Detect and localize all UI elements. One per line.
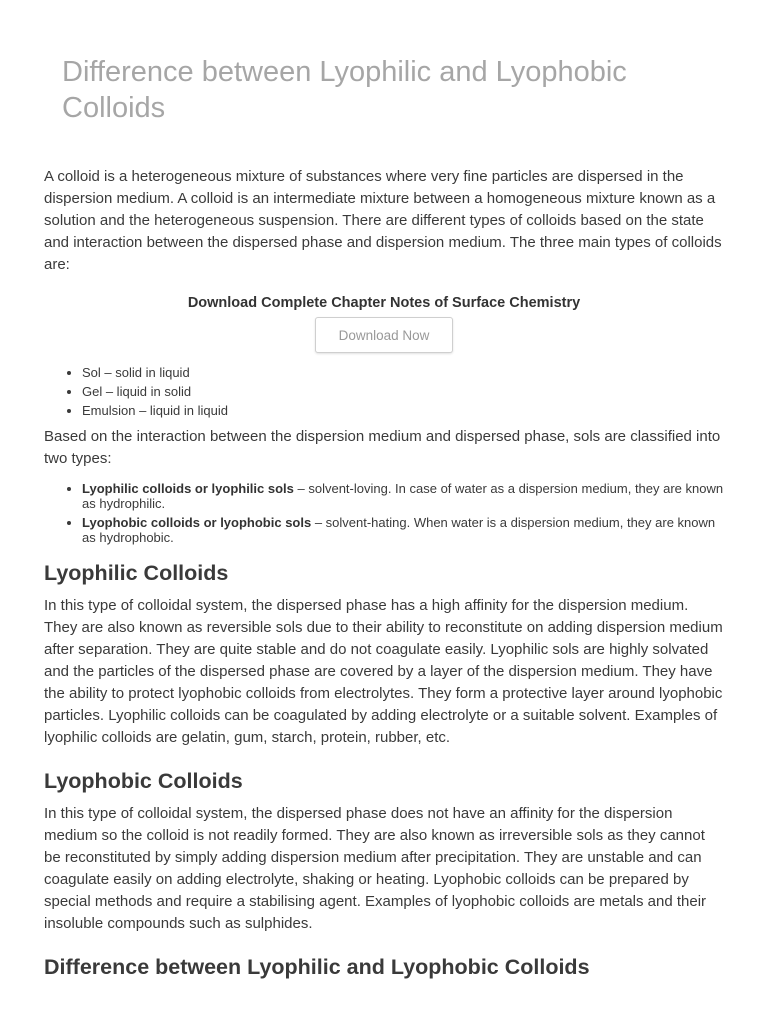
lyophobic-paragraph: In this type of colloidal system, the dispersed phase does not have an affinity for the dispersion medium so the colloid is not readily formed. They are also known as irreversible sols as they cannot be reconstituted by simply adding dispersion medium after precipitation. They are unstable and can coagulate easily on adding electrolyte, shaking or heating. Lyophobic colloids can be prepared by special methods and require a stabilising agent. Examples of lyophobic colloids are metals and their insoluble compounds such as sulphides. — [44, 805, 707, 932]
difference-heading: Difference between Lyophilic and Lyophobic Colloids — [44, 955, 590, 979]
sol-type-term: Lyophobic colloids or lyophobic sols — [82, 515, 312, 530]
sol-types-list — [44, 481, 724, 545]
colloid-types-list — [44, 363, 724, 420]
lyophilic-heading: Lyophilic Colloids — [44, 561, 229, 585]
list-item: • Sol – solid in liquid — [82, 363, 724, 382]
list-item: • Emulsion – liquid in liquid — [82, 401, 724, 420]
download-box — [44, 293, 724, 353]
sol-type-term: Lyophilic colloids or lyophilic sols — [82, 481, 294, 496]
classification-paragraph: Based on the interaction between the dispersion medium and dispersed phase, sols are classified into two types: — [44, 428, 721, 467]
lyophobic-heading: Lyophobic Colloids — [44, 769, 243, 793]
page-title: Difference between Lyophilic and Lyophobic Colloids — [62, 56, 627, 124]
sol-type-description: – solvent-hating. When water is a dispersion medium, they are known as hydrophobic. — [82, 515, 716, 545]
download-heading: Download Complete Chapter Notes of Surface Chemistry — [187, 295, 581, 311]
download-now-button[interactable]: Download Now — [315, 317, 453, 353]
intro-paragraph: A colloid is a heterogeneous mixture of substances where very fine particles are dispersed in the dispersion medium. A colloid is an intermediate mixture between a homogeneous mixture known as a solution and the heterogeneous suspension. There are different types of colloids based on the state and interaction between the dispersed phase and dispersion medium. The three main types of colloids are: — [44, 168, 722, 273]
lyophilic-paragraph: In this type of colloidal system, the dispersed phase has a high affinity for the dispersion medium. They are also known as reversible sols due to their ability to reconstitute on adding dispersion medium after separation. They are quite stable and do not coagulate easily. Lyophilic sols are highly solvated and the particles of the dispersed phase are covered by a layer of the dispersion medium. They have the ability to protect lyophobic colloids from electrolytes. They form a protective layer around lyophobic particles. Lyophilic colloids can be coagulated by adding electrolyte or a suitable solvent. Examples of lyophilic colloids are gelatin, gum, starch, protein, rubber, etc. — [44, 597, 723, 746]
list-item — [82, 481, 724, 511]
list-item — [82, 515, 724, 545]
sol-type-description: – solvent-loving. In case of water as a dispersion medium, they are known as hydrophilic. — [82, 481, 724, 511]
list-item: • Gel – liquid in solid — [82, 382, 724, 401]
